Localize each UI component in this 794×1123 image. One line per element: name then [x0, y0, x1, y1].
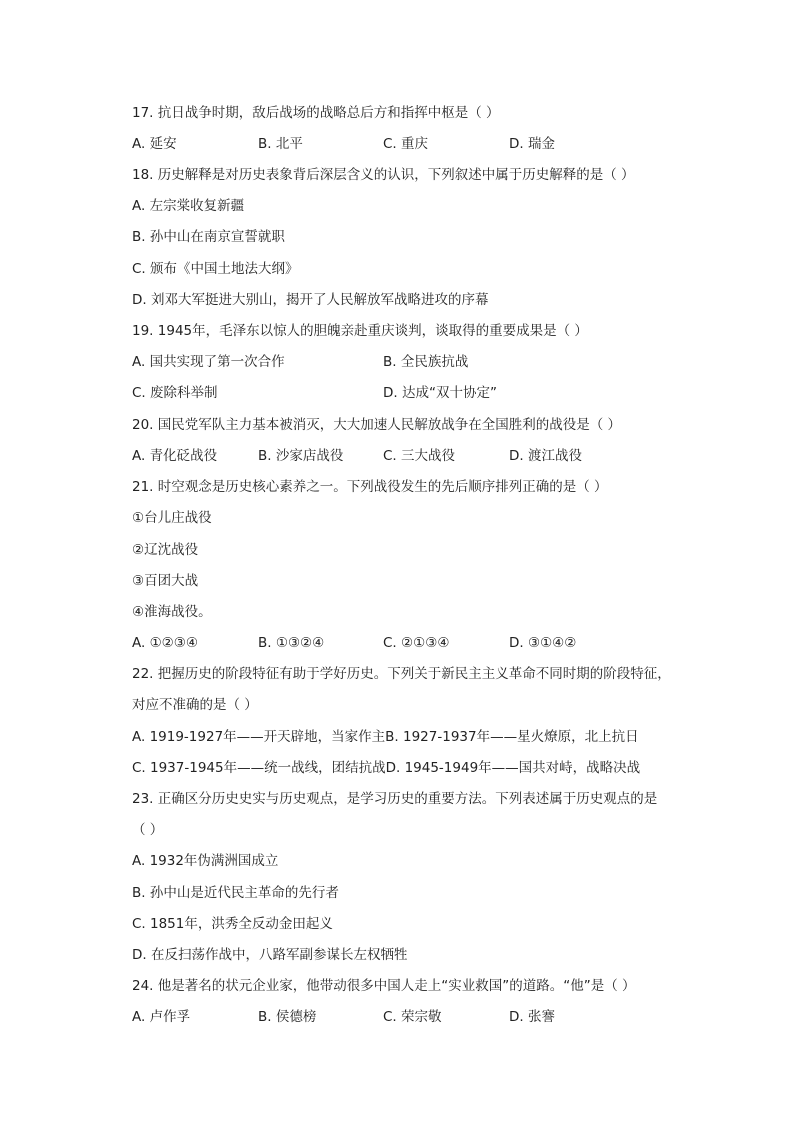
q21-option-b: B. ①③②④: [258, 635, 325, 651]
q20-option-b: B. 沙家店战役: [258, 448, 344, 464]
q21-option-c: C. ②①③④: [383, 635, 450, 651]
question-22-stem: 22. 把握历史的阶段特征有助于学好历史。下列关于新民主主义革命不同时期的阶段特征，: [132, 666, 671, 682]
question-20-stem: 20. 国民党军队主力基本被消灭，大大加速人民解放战争在全国胜利的战役是（ ）: [132, 417, 622, 433]
q20-option-c: C. 三大战役: [383, 448, 456, 464]
question-18-stem: 18. 历史解释是对历史表象背后深层含义的认识，下列叙述中属于历史解释的是（ ）: [132, 167, 635, 183]
q17-option-d: D. 瑞金: [509, 136, 555, 152]
q24-option-d: D. 张謇: [509, 1009, 555, 1025]
q21-item-4: ④淮海战役。: [132, 604, 212, 620]
question-23-stem-continued: （ ）: [132, 822, 164, 838]
q22-options-ab: A. 1919-1927年——开天辟地，当家作主B. 1927-1937年——星火燎原，北上抗日: [132, 729, 639, 745]
q21-item-3: ③百团大战: [132, 573, 199, 589]
q21-option-a: A. ①②③④: [132, 635, 198, 651]
q19-option-d: D. 达成“双十协定”: [383, 385, 497, 401]
q20-option-a: A. 青化砭战役: [132, 448, 218, 464]
q23-option-a: A. 1932年伪满洲国成立: [132, 853, 279, 869]
q17-option-c: C. 重庆: [383, 136, 429, 152]
question-24-stem: 24. 他是著名的状元企业家，他带动很多中国人走上“实业救国”的道路。“他”是（ ）: [132, 978, 636, 994]
question-21-stem: 21. 时空观念是历史核心素养之一。下列战役发生的先后顺序排列正确的是（ ）: [132, 479, 608, 495]
q20-option-d: D. 渡江战役: [509, 448, 582, 464]
question-22-stem-continued: 对应不准确的是（ ）: [132, 697, 258, 713]
q21-item-2: ②辽沈战役: [132, 542, 199, 558]
question-17-stem: 17. 抗日战争时期，敌后战场的战略总后方和指挥中枢是（ ）: [132, 105, 500, 121]
q23-option-d: D. 在反扫荡作战中，八路军副参谋长左权牺牲: [132, 947, 408, 963]
q19-option-a: A. 国共实现了第一次合作: [132, 354, 285, 370]
q24-option-c: C. 荣宗敬: [383, 1009, 442, 1025]
q18-option-a: A. 左宗棠收复新疆: [132, 198, 245, 214]
question-23-stem: 23. 正确区分历史史实与历史观点，是学习历史的重要方法。下列表述属于历史观点的是: [132, 791, 658, 807]
q18-option-c: C. 颁布《中国土地法大纲》: [132, 261, 299, 277]
q21-option-d: D. ③①④②: [509, 635, 577, 651]
q18-option-b: B. 孙中山在南京宣誓就职: [132, 229, 285, 245]
q24-option-b: B. 侯德榜: [258, 1009, 317, 1025]
q23-option-b: B. 孙中山是近代民主革命的先行者: [132, 885, 339, 901]
q22-options-cd: C. 1937-1945年——统一战线，团结抗战D. 1945-1949年——国共对峙，战略决战: [132, 760, 641, 776]
q19-option-c: C. 废除科举制: [132, 385, 218, 401]
q21-item-1: ①台儿庄战役: [132, 510, 212, 526]
q17-option-a: A. 延安: [132, 136, 177, 152]
q23-option-c: C. 1851年，洪秀全反动金田起义: [132, 916, 333, 932]
q19-option-b: B. 全民族抗战: [383, 354, 469, 370]
question-19-stem: 19. 1945年，毛泽东以惊人的胆魄亲赴重庆谈判，谈取得的重要成果是（ ）: [132, 323, 588, 339]
q17-option-b: B. 北平: [258, 136, 303, 152]
q18-option-d: D. 刘邓大军挺进大别山，揭开了人民解放军战略进攻的序幕: [132, 292, 489, 308]
q24-option-a: A. 卢作孚: [132, 1009, 191, 1025]
